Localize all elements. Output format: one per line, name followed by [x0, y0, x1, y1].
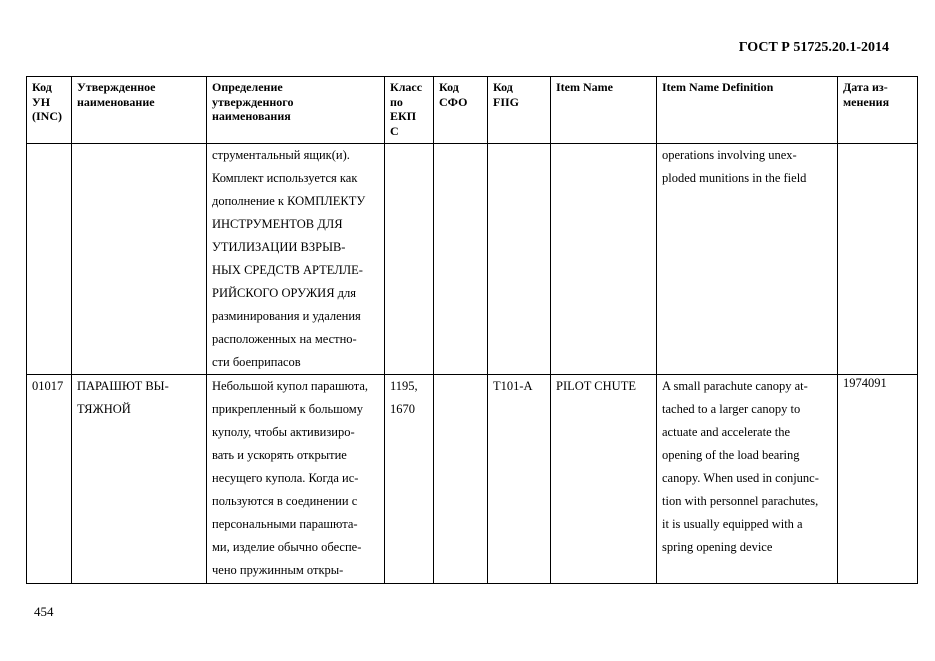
col-header-definition: Определение утвержденного наименования [207, 77, 385, 144]
col-header-change-date: Дата из- менения [838, 77, 918, 144]
nomenclature-table [26, 76, 918, 584]
col-header-fiig: Код FIIG [488, 77, 551, 144]
cell-approved-name: ПАРАШЮТ ВЫ- ТЯЖНОЙ [72, 375, 207, 584]
page-number: 454 [34, 604, 54, 619]
cell-sfo [434, 375, 488, 584]
col-header-sfo: Код СФО [434, 77, 488, 144]
col-header-item-definition: Item Name Definition [657, 77, 838, 144]
col-header-item-name: Item Name [551, 77, 657, 144]
cell-class: 1195, 1670 [385, 375, 434, 584]
cell-item-name: PILOT CHUTE [551, 375, 657, 584]
cell-fiig: T101-A [488, 375, 551, 584]
cell-item-definition: A small parachute canopy at- tached to a larger canopy to actuate and accelerate the opening of the load bearing canopy. When used in conjunc- tion with personnel parachutes, it is usually equipped with a spring opening device [657, 375, 838, 584]
table-row [27, 375, 918, 584]
col-header-approved-name: Утвержденное наименование [72, 77, 207, 144]
cell-approved-name [72, 144, 207, 375]
cell-fiig [488, 144, 551, 375]
cell-sfo [434, 144, 488, 375]
col-header-class: Класс по ЕКП С [385, 77, 434, 144]
cell-definition: струментальный ящик(и). Комплект используется как дополнение к КОМПЛЕКТУ ИНСТРУМЕНТОВ ДЛЯ УТИЛИЗАЦИИ ВЗРЫВ- НЫХ СРЕДСТВ АРТЕЛЛЕ- РИЙСКОГО ОРУЖИЯ для разминирования и удаления расположенных на местно- сти боеприпасов [207, 144, 385, 375]
cell-inc: 01017 [27, 375, 72, 584]
table-header-row [27, 77, 918, 144]
cell-change-date [838, 144, 918, 375]
table-row-continuation [27, 144, 918, 375]
cell-inc [27, 144, 72, 375]
cell-item-name [551, 144, 657, 375]
cell-change-date: 1974091 [838, 375, 918, 584]
cell-item-definition: operations involving unex- ploded munitions in the field [657, 144, 838, 375]
col-header-inc: Код УН (INC) [27, 77, 72, 144]
document-id: ГОСТ Р 51725.20.1-2014 [738, 40, 889, 55]
cell-class [385, 144, 434, 375]
cell-definition: Небольшой купол парашюта, прикрепленный к большому куполу, чтобы активизиро- вать и ускорять открытие несущего купола. Когда ис- пользуются в соединении с персональными парашюта- ми, изделие обычно обеспе- чено пружинным откры- [207, 375, 385, 584]
